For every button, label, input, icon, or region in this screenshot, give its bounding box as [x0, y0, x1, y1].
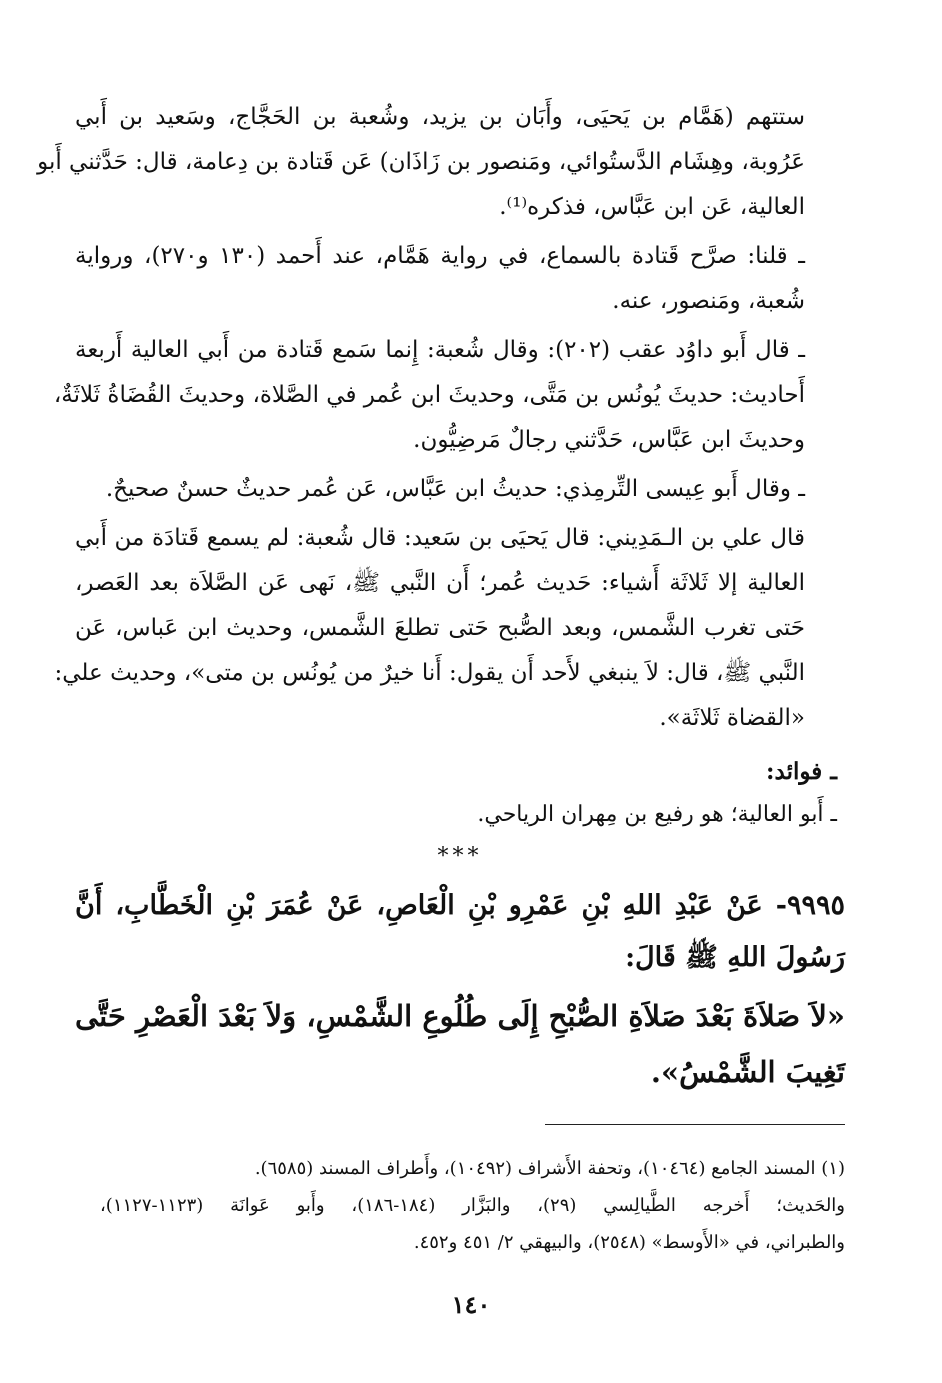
text-line: العالية، عَن ابن عَبَّاس، فذكره⁽¹⁾. [499, 194, 805, 220]
text-line: ـ وقال أَبو عِيسى التِّرمِذي: حديثُ ابن عَبَّاس، عَن عُمر حديثٌ حسنٌ صحيحٌ. [105, 476, 805, 502]
benefit-item: ـ أَبو العالية؛ هو رفيع بن مِهران الرياحي. [477, 802, 837, 827]
text-line: ستتهم (هَمَّام بن يَحيَى، وأَبَان بن يزيد، وشُعبة بن الحَجَّاج، وسَعيد بن أَبي [75, 104, 805, 130]
text-line: أَحاديث: حديثَ يُونُس بن مَتَّى، وحديثَ ابن عُمر في الصَّلاة، وحديثَ القُضَاةُ ثَلاثَةٌ، [53, 382, 805, 408]
footnotes [100, 1150, 845, 1261]
page-body [37, 95, 845, 1100]
text-line: ـ قلنا: صرَّح قَتادة بالسماع، في رواية هَمَّام، عند أَحمد (١٣٠ و٢٧٠)، ورواية [75, 243, 805, 269]
hadith-line: ٩٩٩٥- عَنْ عَبْدِ اللهِ بْنِ عَمْرِو بْنِ الْعَاصِ، عَنْ عُمَرَ بْنِ الْخَطَّابِ، أَنَّ [75, 890, 845, 921]
paragraph-qulna [75, 234, 845, 324]
text-line: «القضاة ثَلاثَة». [659, 705, 805, 731]
text-line: عَرُوبة، وهِشَام الدَّستُوائي، ومَنصور بن زَاذَان) عَن قَتادة بن دِعامة، قال: حَدَّثني أَبو [37, 149, 805, 175]
hadith-line: رَسُولَ اللهِ ﷺ قَالَ: [625, 942, 845, 973]
section-separator: *** [437, 844, 483, 869]
paragraph-tirmidhi [75, 467, 845, 512]
text-line: العالية إلا ثَلاثَة أَشياء: حَديث عُمر؛ أَن النَّبي ﷺ، نَهى عَن الصَّلاَة بعد العَصر، [75, 570, 805, 596]
page-number: ١٤٠ [451, 1290, 491, 1319]
hadith-isnad [75, 880, 845, 984]
text-line: وحديثَ ابن عَبَّاس، حَدَّثني رجالٌ مَرضِيُّون. [413, 427, 805, 453]
footnote-line: (١) المسند الجامع (١٠٤٦٤)، وتحفة الأَشراف (١٠٤٩٢)، وأَطراف المسند (٦٥٨٥). [254, 1158, 845, 1179]
text-line: النَّبي ﷺ، قال: لاَ ينبغي لأَحد أَن يقول: أَنا خيرٌ من يُونُس بن متى»، وحديث علي: [54, 660, 805, 686]
footnote-line: والطبراني، في «الأَوسط» (٢٥٤٨)، والبيهقي ٢/ ٤٥١ و٤٥٢. [413, 1232, 845, 1253]
paragraph-narrators [37, 95, 845, 230]
footnote-line: والحَديث؛ أَخرجه الطَّيالِسي (٢٩)، والبَزَّار (١٨٤-١٨٦)، وأَبو عَوانَة (١١٢٣-١١٢٧)، [100, 1195, 845, 1216]
text-line: حَتى تغرب الشَّمس، وبعد الصُّبح حَتى تطلعَ الشَّمس، وحديث ابن عَباس، عَن [75, 615, 805, 641]
quote-line: «لاَ صَلاَةَ بَعْدَ صَلاَةِ الصُّبْحِ إِلَى طُلُوعِ الشَّمْسِ، وَلاَ بَعْدَ الْعَصْرِ حَتَّى [75, 999, 845, 1033]
paragraph-ibn-al-madini [54, 516, 845, 741]
text-line: ـ قال أَبو داوُد عقب (٢٠٢): وقال شُعبة: إِنما سَمع قَتادة من أَبي العالية أَربعة [75, 337, 805, 363]
text-line: شُعبة، ومَنصور، عنه. [612, 288, 805, 314]
paragraph-abu-dawud [53, 328, 845, 463]
text-line: قال علي بن الـمَدِيني: قال يَحيَى بن سَعيد: قال شُعبة: لم يسمع قَتادَة من أَبي [75, 525, 805, 551]
hadith-matn [75, 988, 845, 1100]
footnote-divider [545, 1124, 845, 1125]
quote-line: تَغِيبَ الشَّمْسُ». [650, 1055, 845, 1089]
benefits-heading: ـ فوائد: [766, 758, 837, 785]
